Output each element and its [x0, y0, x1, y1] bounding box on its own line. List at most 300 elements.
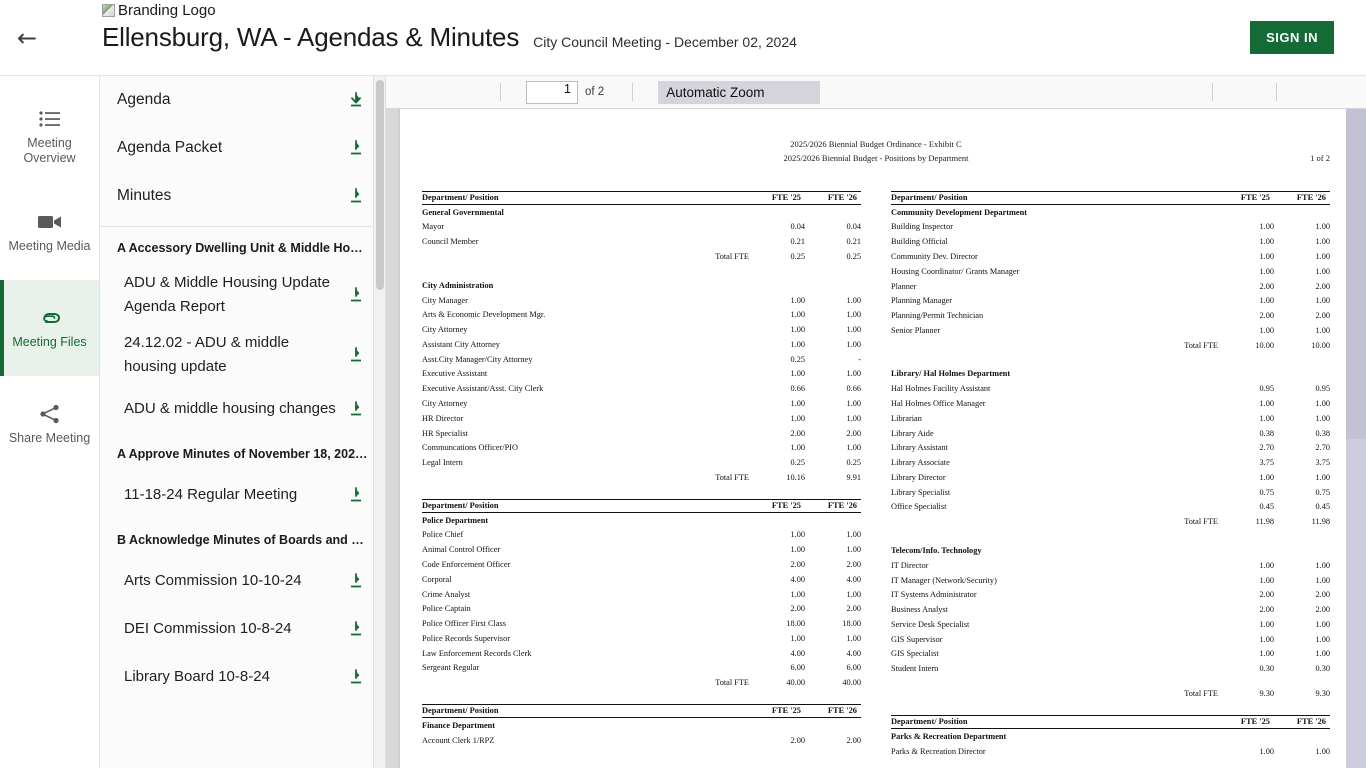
- pdf-toolbar: [386, 76, 1366, 109]
- position-name: City Manager: [422, 295, 468, 305]
- department-row: [422, 718, 861, 733]
- download-icon[interactable]: [348, 347, 366, 363]
- section-gap: [422, 264, 861, 278]
- table-row: [891, 662, 1330, 677]
- sign-in-button[interactable]: SIGN IN: [1250, 21, 1334, 54]
- position-name: Planning/Permit Technician: [891, 311, 984, 321]
- row-spacer: [677, 220, 749, 235]
- position-name: Library Assistant: [891, 443, 948, 453]
- position-name: Community Dev. Director: [891, 251, 978, 261]
- fte26-value: 1.00: [1315, 575, 1330, 585]
- document-page-label: 1 of 2: [1310, 153, 1330, 163]
- app-header: [0, 0, 1366, 76]
- row-spacer: [677, 441, 749, 456]
- document-heading: [422, 137, 1330, 165]
- table-row: [422, 411, 861, 426]
- fte25-value: 1.00: [1259, 398, 1274, 408]
- position-name: Hal Holmes Facility Assistant: [891, 384, 991, 394]
- branding-logo: [102, 2, 216, 19]
- fte26-value: 1.00: [846, 443, 861, 453]
- sidebar-item-label: Share Meeting: [8, 431, 91, 445]
- table-row: [891, 744, 1330, 759]
- row-spacer: [677, 382, 749, 397]
- table-spacer-row: [891, 676, 1330, 686]
- fte26-value: 2.70: [1315, 443, 1330, 453]
- table-row: [422, 557, 861, 572]
- row-spacer: [677, 646, 749, 661]
- fte26-value: 2.00: [1315, 605, 1330, 615]
- row-spacer: [677, 411, 749, 426]
- row-spacer: [1146, 382, 1218, 397]
- total-label: Total FTE: [1184, 689, 1218, 699]
- download-icon[interactable]: [348, 621, 366, 637]
- position-name: Hal Holmes Office Manager: [891, 398, 986, 408]
- fte25-value: 2.00: [790, 735, 805, 745]
- sidebar-item-meeting-overview[interactable]: [0, 88, 99, 184]
- position-name: HR Director: [422, 413, 464, 423]
- row-spacer: [1146, 308, 1218, 323]
- download-icon[interactable]: [348, 140, 366, 156]
- column-header-fte26: FTE '26: [805, 500, 861, 513]
- department-name: General Governmental: [422, 207, 504, 217]
- meeting-files-list: [100, 76, 386, 768]
- position-name: Planning Manager: [891, 296, 953, 306]
- row-spacer: [677, 631, 749, 646]
- row-spacer: [1146, 647, 1218, 662]
- column-header-position: Department/ Position: [422, 192, 677, 205]
- table-row: [891, 426, 1330, 441]
- fte25-value: 2.00: [1259, 605, 1274, 615]
- fte26-value: 1.00: [1315, 649, 1330, 659]
- fte25-value: 1.00: [1259, 746, 1274, 756]
- position-name: Student Intern: [891, 664, 939, 674]
- fte25-value: 1.00: [1259, 237, 1274, 247]
- fte25-value: 1.00: [790, 545, 805, 555]
- list-item[interactable]: [100, 76, 386, 124]
- fte26-value: 1.00: [1315, 560, 1330, 570]
- list-item[interactable]: [100, 172, 386, 220]
- file-name: ADU & Middle Housing Update Agenda Report: [124, 274, 330, 315]
- column-header-fte26: FTE '26: [1274, 716, 1330, 729]
- brand-block: [102, 2, 797, 53]
- fte25-value: 2.00: [790, 604, 805, 614]
- fte26-value: 1.00: [846, 530, 861, 540]
- total-label: Total FTE: [715, 472, 749, 482]
- page-number-input[interactable]: 1: [526, 81, 578, 104]
- row-spacer: [1146, 294, 1218, 309]
- fte26-value: 1.00: [1315, 413, 1330, 423]
- table-header-row: [891, 192, 1330, 205]
- column-header-spacer: [677, 500, 749, 513]
- fte25-value: 1.00: [1259, 649, 1274, 659]
- paperclip-icon: [38, 306, 62, 330]
- row-spacer: [1146, 573, 1218, 588]
- position-name: City Attorney: [422, 325, 468, 335]
- position-name: Mayor: [422, 222, 445, 232]
- total-fte26-value: 0.25: [846, 251, 861, 261]
- fte26-value: 1.00: [846, 295, 861, 305]
- download-icon[interactable]: [348, 573, 366, 589]
- table-row: [891, 441, 1330, 456]
- fte25-value: 1.00: [1259, 413, 1274, 423]
- row-spacer: [677, 456, 749, 471]
- fte25-value: 0.21: [790, 237, 805, 247]
- row-spacer: [677, 557, 749, 572]
- column-header-fte25: FTE '25: [749, 192, 805, 205]
- fte26-value: 0.75: [1315, 487, 1330, 497]
- fte26-value: 1.00: [846, 339, 861, 349]
- fte25-value: 1.00: [1259, 222, 1274, 232]
- body-area: [0, 76, 1366, 768]
- document-title-line-1: 2025/2026 Biennial Budget Ordinance - Exhibit C: [790, 139, 962, 149]
- section-gap: [891, 529, 1330, 543]
- column-header-fte25: FTE '25: [749, 500, 805, 513]
- fte26-value: 1.00: [1315, 237, 1330, 247]
- department-name: Finance Department: [422, 721, 496, 731]
- document-title-line-2: 2025/2026 Biennial Budget - Positions by Department: [783, 153, 969, 163]
- list-item[interactable]: [100, 471, 386, 519]
- table-header-row: [422, 705, 861, 718]
- fte25-value: 0.45: [1259, 502, 1274, 512]
- position-name: Building Inspector: [891, 222, 953, 232]
- total-row: [422, 470, 861, 485]
- position-name: Law Enforcement Records Clerk: [422, 648, 532, 658]
- position-name: Code Enforcement Officer: [422, 560, 511, 569]
- zoom-select[interactable]: Automatic Zoom: [658, 81, 820, 104]
- position-name: Police Officer First Class: [422, 619, 506, 629]
- fte26-value: 1.00: [1315, 251, 1330, 261]
- back-arrow-icon: ←: [16, 23, 38, 52]
- file-name: Library Board 10-8-24: [124, 668, 270, 685]
- table-row: [422, 441, 861, 456]
- fte26-value: 2.00: [1315, 281, 1330, 291]
- total-fte25-value: 0.25: [790, 251, 805, 261]
- position-name: IT Systems Administrator: [891, 590, 977, 600]
- column-header-spacer: [677, 192, 749, 205]
- download-icon[interactable]: [348, 487, 366, 503]
- total-row: [891, 686, 1330, 701]
- list-item[interactable]: [100, 605, 386, 653]
- fte26-value: 1.00: [1315, 619, 1330, 629]
- row-spacer: [1146, 279, 1218, 294]
- toolbar-separator: [1276, 83, 1277, 101]
- fte25-value: 1.00: [790, 295, 805, 305]
- scrollbar-thumb[interactable]: [1346, 109, 1366, 439]
- fte25-value: 1.00: [1259, 472, 1274, 482]
- total-fte25-value: 40.00: [786, 678, 805, 688]
- list-icon: [39, 107, 61, 131]
- list-item[interactable]: [100, 325, 386, 385]
- row-spacer: [1146, 411, 1218, 426]
- fte25-value: 3.75: [1259, 458, 1274, 468]
- row-spacer: [1146, 632, 1218, 647]
- row-spacer: [677, 235, 749, 250]
- budget-table: [422, 278, 861, 485]
- fte25-value: 1.00: [790, 443, 805, 453]
- position-name: Library Associate: [891, 458, 950, 468]
- department-row: [891, 205, 1330, 220]
- table-row: [891, 470, 1330, 485]
- toolbar-separator: [632, 83, 633, 101]
- fte26-value: 2.00: [846, 428, 861, 438]
- page-count-label: of 2: [585, 86, 605, 98]
- file-name: ADU & middle housing changes: [124, 400, 336, 417]
- fte25-value: 1.00: [790, 369, 805, 379]
- row-spacer: [1146, 470, 1218, 485]
- list-item[interactable]: [100, 557, 386, 605]
- fte26-value: 0.21: [846, 237, 861, 247]
- column-header-fte25: FTE '25: [1218, 192, 1274, 205]
- file-name: Arts Commission 10-10-24: [124, 572, 302, 589]
- column-header-fte26: FTE '26: [805, 192, 861, 205]
- position-name: Police Captain: [422, 604, 471, 614]
- total-row: [422, 249, 861, 264]
- position-name: Arts & Economic Development Mgr.: [422, 310, 546, 320]
- total-row-spacer: [891, 338, 1146, 353]
- fte25-value: 1.00: [790, 310, 805, 320]
- sidebar-item-meeting-media[interactable]: [0, 184, 99, 280]
- row-spacer: [1146, 456, 1218, 471]
- table-row: [422, 572, 861, 587]
- table-row: [422, 587, 861, 602]
- row-spacer: [1146, 500, 1218, 515]
- table-header-row: [422, 500, 861, 513]
- total-label: Total FTE: [1184, 517, 1218, 527]
- fte26-value: 0.38: [1315, 428, 1330, 438]
- list-item[interactable]: [100, 265, 386, 325]
- total-fte26-value: 11.98: [1311, 517, 1330, 527]
- table-row: [422, 396, 861, 411]
- fte26-value: 1.00: [846, 413, 861, 423]
- fte25-value: 4.00: [790, 574, 805, 584]
- download-icon[interactable]: [348, 401, 366, 417]
- row-spacer: [1146, 662, 1218, 677]
- department-name: City Administration: [422, 280, 494, 290]
- fte26-value: 1.00: [846, 310, 861, 320]
- fte25-value: 2.00: [790, 560, 805, 569]
- fte26-value: 1.00: [1315, 222, 1330, 232]
- pdf-page-1: [400, 109, 1352, 768]
- table-row: [891, 396, 1330, 411]
- pdf-scroll-region[interactable]: [386, 109, 1366, 768]
- total-row: [891, 338, 1330, 353]
- fte25-value: 0.75: [1259, 487, 1274, 497]
- download-icon[interactable]: [348, 188, 366, 204]
- pdf-vertical-scrollbar[interactable]: [1346, 109, 1366, 768]
- fte26-value: -: [858, 354, 861, 364]
- table-row: [422, 602, 861, 617]
- table-row: [891, 264, 1330, 279]
- fte26-value: 1.00: [1315, 325, 1330, 335]
- table-row: [422, 661, 861, 676]
- fte26-value: 2.00: [846, 560, 861, 569]
- fte25-value: 1.00: [1259, 634, 1274, 644]
- fte26-value: 1.00: [1315, 472, 1330, 482]
- fte25-value: 1.00: [790, 325, 805, 335]
- fte26-value: 0.25: [846, 458, 861, 468]
- position-name: Asst.City Manager/City Attorney: [422, 354, 533, 364]
- fte26-value: 1.00: [1315, 398, 1330, 408]
- fte26-value: 0.45: [1315, 502, 1330, 512]
- document-columns: [422, 191, 1330, 759]
- back-button[interactable]: [0, 0, 54, 76]
- column-header-fte26: FTE '26: [805, 705, 861, 718]
- download-icon[interactable]: [348, 669, 366, 685]
- video-camera-icon: [38, 210, 62, 234]
- sidebar-item-meeting-files[interactable]: [0, 280, 99, 376]
- table-row: [422, 426, 861, 441]
- table-row: [422, 293, 861, 308]
- table-row: [891, 573, 1330, 588]
- row-spacer: [1146, 264, 1218, 279]
- budget-table: [891, 367, 1330, 530]
- column-header-position: Department/ Position: [422, 500, 677, 513]
- fte26-value: 2.00: [1315, 311, 1330, 321]
- position-name: Communcations Officer/PIO: [422, 443, 518, 453]
- file-name: Agenda Packet: [117, 139, 223, 156]
- position-name: Sergeant Regular: [422, 663, 480, 673]
- position-name: Police Records Supervisor: [422, 633, 511, 643]
- position-name: Corporal: [422, 574, 452, 584]
- row-spacer: [1146, 603, 1218, 618]
- fte26-value: 0.95: [1315, 384, 1330, 394]
- column-header-fte26: FTE '26: [1274, 192, 1330, 205]
- row-spacer: [1146, 617, 1218, 632]
- table-row: [422, 617, 861, 632]
- table-row: [422, 528, 861, 543]
- table-row: [891, 617, 1330, 632]
- position-name: IT Manager (Network/Security): [891, 575, 997, 585]
- broken-image-icon: [102, 4, 115, 17]
- position-name: Legal Intern: [422, 458, 463, 468]
- row-spacer: [1146, 588, 1218, 603]
- fte25-value: 1.00: [1259, 619, 1274, 629]
- fte25-value: 1.00: [790, 530, 805, 540]
- fte25-value: 0.25: [790, 458, 805, 468]
- fte25-value: 2.00: [1259, 311, 1274, 321]
- total-fte25-value: 11.98: [1255, 517, 1274, 527]
- fte25-value: 1.00: [790, 413, 805, 423]
- fte25-value: 0.04: [790, 222, 805, 232]
- fte26-value: 6.00: [846, 663, 861, 673]
- table-row: [422, 235, 861, 250]
- row-spacer: [677, 396, 749, 411]
- scrollbar-thumb[interactable]: [376, 80, 384, 290]
- table-row: [422, 733, 861, 748]
- list-item[interactable]: [100, 653, 386, 701]
- position-name: Account Clerk 1/RPZ: [422, 735, 495, 745]
- row-spacer: [1146, 441, 1218, 456]
- row-spacer: [677, 602, 749, 617]
- fte25-value: 1.00: [1259, 575, 1274, 585]
- department-row: [891, 729, 1330, 744]
- position-name: HR Specialist: [422, 428, 468, 438]
- department-row: [422, 513, 861, 528]
- table-row: [422, 631, 861, 646]
- table-row: [422, 337, 861, 352]
- total-row: [422, 676, 861, 691]
- fte26-value: 1.00: [846, 369, 861, 379]
- fte26-value: 1.00: [846, 589, 861, 599]
- row-spacer: [677, 293, 749, 308]
- row-spacer: [1146, 220, 1218, 235]
- column-header-spacer: [1146, 192, 1218, 205]
- budget-table: [422, 499, 861, 690]
- table-row: [891, 308, 1330, 323]
- fte26-value: 2.00: [846, 735, 861, 745]
- department-name: Telecom/Info. Technology: [891, 546, 982, 555]
- download-icon[interactable]: [348, 287, 366, 303]
- file-group-header: A Approve Minutes of November 18, 202…: [117, 447, 368, 461]
- fte26-value: 2.00: [1315, 590, 1330, 600]
- position-name: GIS Supervisor: [891, 634, 943, 644]
- budget-table: [891, 191, 1330, 353]
- file-name: Minutes: [117, 187, 172, 204]
- total-fte26-value: 40.00: [842, 678, 861, 688]
- file-group-header: B Acknowledge Minutes of Boards and …: [117, 533, 364, 547]
- table-row: [422, 382, 861, 397]
- table-row: [422, 543, 861, 558]
- row-spacer: [677, 322, 749, 337]
- fte25-value: 1.00: [790, 339, 805, 349]
- file-name: 11-18-24 Regular Meeting: [124, 486, 298, 503]
- position-name: GIS Specialist: [891, 649, 939, 659]
- list-item[interactable]: [100, 385, 386, 433]
- files-panel-scrollbar[interactable]: [373, 76, 385, 768]
- column-header-position: Department/ Position: [422, 705, 677, 718]
- row-spacer: [677, 661, 749, 676]
- fte26-value: 1.00: [846, 545, 861, 555]
- row-spacer: [677, 337, 749, 352]
- row-spacer: [677, 528, 749, 543]
- total-label: Total FTE: [715, 251, 749, 261]
- position-name: Business Analyst: [891, 605, 948, 615]
- fte25-value: 4.00: [790, 648, 805, 658]
- fte26-value: 1.00: [1315, 296, 1330, 306]
- column-header-position: Department/ Position: [891, 192, 1146, 205]
- budget-table: [422, 704, 861, 748]
- total-fte25-value: 9.30: [1259, 689, 1274, 699]
- total-row-spacer: [422, 249, 677, 264]
- table-row: [891, 411, 1330, 426]
- total-row-spacer: [422, 470, 677, 485]
- position-name: Office Specialist: [891, 502, 947, 512]
- document-right-column: [891, 191, 1330, 759]
- list-item[interactable]: [100, 124, 386, 172]
- table-row: [891, 323, 1330, 338]
- table-row: [422, 456, 861, 471]
- fte26-value: 1.00: [1315, 746, 1330, 756]
- fte25-value: 1.00: [1259, 325, 1274, 335]
- table-row: [891, 382, 1330, 397]
- fte25-value: 0.38: [1259, 428, 1274, 438]
- fte26-value: 1.00: [846, 325, 861, 335]
- table-row: [891, 220, 1330, 235]
- position-name: City Attorney: [422, 398, 468, 408]
- file-name: 24.12.02 - ADU & middle housing update: [124, 334, 290, 375]
- fte26-value: 2.00: [846, 604, 861, 614]
- download-icon[interactable]: [348, 92, 366, 108]
- position-name: Assistant City Attorney: [422, 339, 500, 349]
- row-spacer: [1146, 396, 1218, 411]
- table-row: [891, 500, 1330, 515]
- sidebar-item-share-meeting[interactable]: [0, 376, 99, 472]
- meeting-subtitle: City Council Meeting - December 02, 2024: [533, 34, 797, 50]
- fte26-value: 0.30: [1315, 664, 1330, 674]
- row-spacer: [1146, 323, 1218, 338]
- table-row: [422, 646, 861, 661]
- row-spacer: [677, 367, 749, 382]
